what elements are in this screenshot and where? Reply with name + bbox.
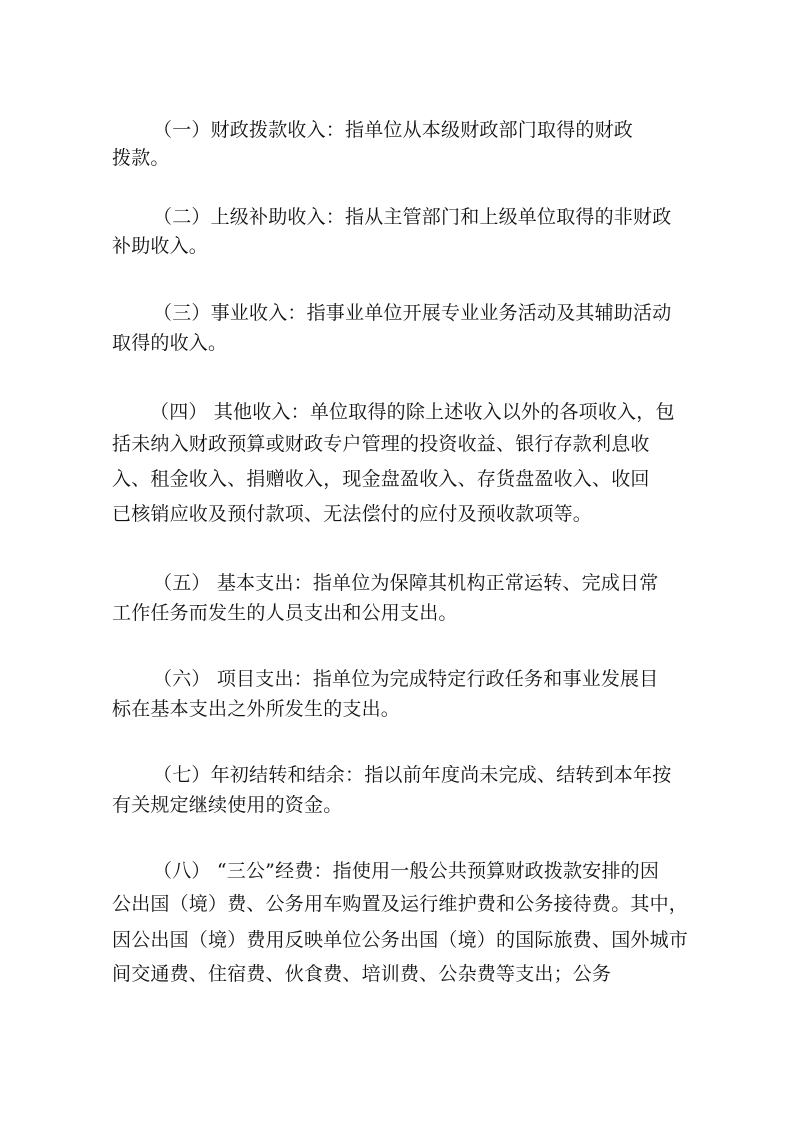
- text-line: （二）上级补助收入：指从主管部门和上级单位取得的非财政: [153, 206, 672, 228]
- text-line: （八） “三公”经费：指使用一般公共预算财政拨款安排的因: [153, 860, 660, 882]
- text-line: 有关规定继续使用的资金。: [112, 794, 343, 816]
- text-line: 公出国（境）费、公务用车购置及运行维护费和公务接待费。其中，: [112, 893, 689, 915]
- text-line: 补助收入。: [112, 235, 209, 257]
- text-line: 括未纳入财政预算或财政专户管理的投资收益、银行存款利息收: [112, 433, 650, 455]
- text-line: 因公出国（境）费用反映单位公务出国（境）的国际旅费、国外城市: [112, 929, 689, 951]
- text-line: （七）年初结转和结余：指以前年度尚未完成、结转到本年按: [153, 764, 672, 786]
- text-line: 拨款。: [112, 147, 170, 169]
- text-line: 已核销应收及预付款项、无法偿付的应付及预收款项等。: [112, 503, 593, 525]
- text-line: （五） 基本支出：指单位为保障其机构正常运转、完成日常: [153, 572, 659, 594]
- text-line: （一）财政拨款收入：指单位从本级财政部门取得的财政: [153, 119, 634, 141]
- text-line: 间交通费、住宿费、伙食费、培训费、公杂费等支出；公务: [112, 963, 612, 985]
- text-line: （四） 其他收入：单位取得的除上述收入以外的各项收入，包: [150, 401, 675, 423]
- text-line: （三）事业收入：指事业单位开展专业业务活动及其辅助活动: [153, 302, 672, 324]
- text-line: （六） 项目支出：指单位为完成特定行政任务和事业发展目: [153, 668, 659, 690]
- text-line: 标在基本支出之外所发生的支出。: [112, 698, 401, 720]
- text-line: 入、租金收入、捐赠收入，现金盘盈收入、存货盘盈收入、收回: [112, 468, 650, 490]
- text-line: 工作任务而发生的人员支出和公用支出。: [112, 602, 458, 624]
- text-line: 取得的收入。: [112, 332, 228, 354]
